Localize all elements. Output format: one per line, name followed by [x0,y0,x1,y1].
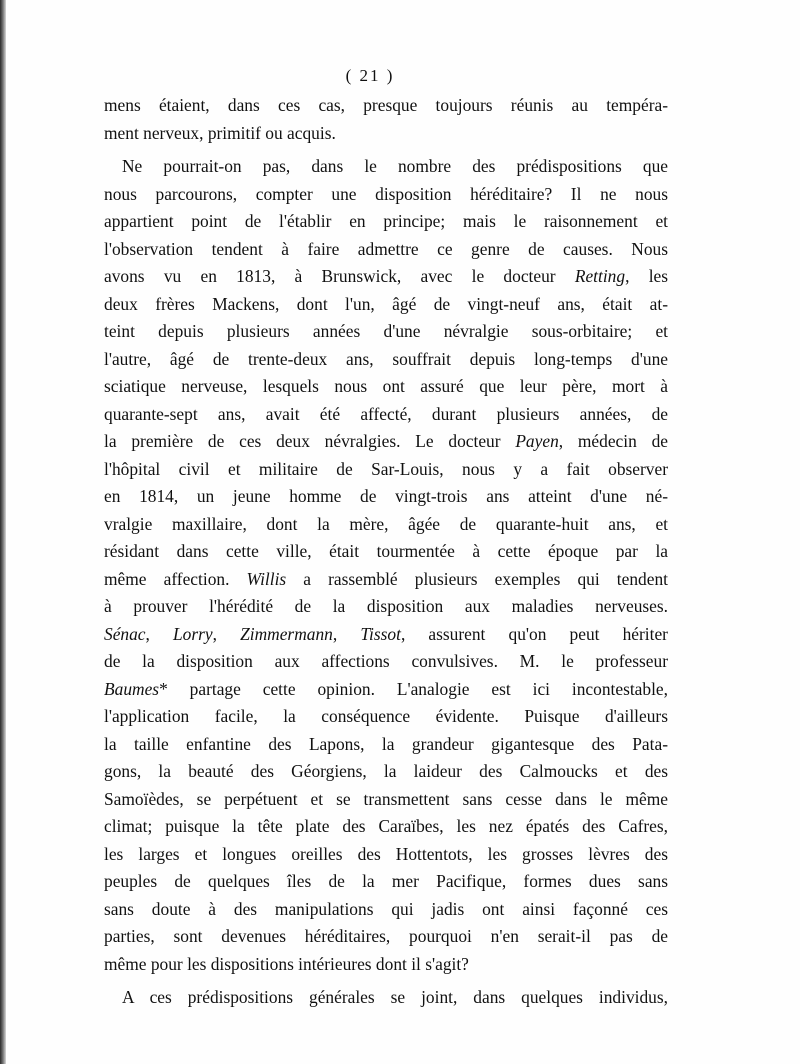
text-segment: mens étaient, dans ces cas, presque toujours réunis au tempéra- [104,95,668,115]
text-segment: quarante-sept ans, avait été affecté, durant plusieurs années, de [104,403,668,424]
text-segment: l'application facile, la conséquence évidente. Puisque d'ailleurs [104,706,668,726]
text-line [104,868,668,896]
text-line [104,483,668,511]
text-segment: , médecin de [558,431,668,451]
text-segment: Ne pourrait-on pas, dans le nombre des prédispositions que [122,156,668,176]
text-line [104,896,668,924]
text-line [104,428,668,456]
page-number: ( 21 ) [345,66,395,85]
text-line [104,703,668,731]
text-line [104,566,668,594]
text-segment: Samoïèdes, se perpétuent et se transmettent sans cesse dans le même [104,788,668,809]
text-segment: la première de ces deux névralgies. Le docteur [104,431,516,451]
text-line [104,786,668,814]
text-segment: teint depuis plusieurs années d'une névralgie sous-orbitaire; et [104,321,668,341]
text-segment: ment nerveux, primitif ou acquis. [104,122,336,143]
text-line [104,291,668,319]
text-line [104,593,668,621]
text-segment: peuples de quelques îles de la mer Pacifique, formes dues sans [104,871,668,891]
body-text [104,92,668,1012]
italic-name: Baumes [104,678,160,699]
text-line [104,208,668,236]
text-segment: en 1814, un jeune homme de vingt-trois ans atteint d'une né- [104,486,668,506]
text-segment: * partage cette opinion. L'analogie est ici incontestable, [159,678,668,699]
text-segment: de la disposition aux affections convulsives. M. le professeur [104,651,668,671]
text-segment: , [212,623,241,644]
text-segment: résidant dans cette ville, était tourmentée à cette époque par la [104,541,668,561]
text-segment: l'observation tendent à faire admettre ce genre de causes. Nous [104,238,668,259]
italic-name: Payen [515,431,559,451]
page-binding-edge [0,0,6,1064]
text-line [104,813,668,841]
text-line [104,676,668,704]
text-segment: deux frères Mackens, dont l'un, âgé de vingt-neuf ans, était at- [104,293,668,314]
text-segment: la taille enfantine des Lapons, la grandeur gigantesque des Pata- [104,733,668,754]
text-segment: , [145,623,173,644]
italic-name: Willis [246,568,287,589]
text-segment: l'hôpital civil et militaire de Sar-Louis, nous y a fait observer [104,458,668,479]
text-line [104,621,668,649]
text-segment: a rassemblé plusieurs exemples qui tendent [286,568,668,589]
text-line [104,236,668,264]
text-segment: les larges et longues oreilles des Hottentots, les grosses lèvres des [104,843,668,864]
italic-name: Zimmermann [240,623,333,644]
text-segment: même pour les dispositions intérieures dont il s'agit? [104,953,469,974]
text-line [104,120,668,148]
text-segment: parties, sont devenues héréditaires, pourquoi n'en serait-il pas de [104,926,668,946]
text-line [104,984,668,1012]
text-line [104,318,668,346]
text-line [104,731,668,759]
text-segment: , assurent qu'on peut hériter [400,623,668,644]
text-segment: A ces prédispositions générales se joint, dans quelques individus, [122,987,668,1007]
text-segment: climat; puisque la tête plate des Caraïbes, les nez épatés des Cafres, [104,816,668,836]
text-line [104,923,668,951]
text-segment: même affection. [104,568,247,589]
text-line [104,346,668,374]
text-segment: sans doute à des manipulations qui jadis ont ainsi façonné ces [104,898,668,919]
text-line [104,758,668,786]
text-line [104,401,668,429]
text-line [104,181,668,209]
italic-name: Sénac [104,623,146,644]
text-segment: , [332,623,361,644]
text-segment: appartient point de l'établir en principe; mais le raisonnement et [104,211,668,231]
text-line [104,538,668,566]
text-segment: , les [625,266,668,286]
text-line [104,648,668,676]
text-line [104,153,668,181]
text-segment: avons vu en 1813, à Brunswick, avec le docteur [104,266,575,286]
text-line [104,92,668,120]
italic-name: Retting [574,266,626,286]
text-segment: vralgie maxillaire, dont la mère, âgée de quarante-huit ans, et [104,513,668,534]
text-line [104,263,668,291]
text-segment: à prouver l'hérédité de la disposition aux maladies nerveuses. [104,596,668,616]
italic-name: Lorry [173,623,213,644]
text-segment: nous parcourons, compter une disposition héréditaire? Il ne nous [104,183,668,204]
text-line [104,951,668,979]
text-line [104,841,668,869]
italic-name: Tissot [360,623,401,644]
text-line [104,373,668,401]
text-segment: l'autre, âgé de trente-deux ans, souffrait depuis long-temps d'une [104,348,668,369]
text-line [104,456,668,484]
text-segment: sciatique nerveuse, lesquels nous ont assuré que leur père, mort à [104,376,668,396]
text-line [104,511,668,539]
text-segment: gons, la beauté des Géorgiens, la laideur des Calmoucks et des [104,761,668,781]
